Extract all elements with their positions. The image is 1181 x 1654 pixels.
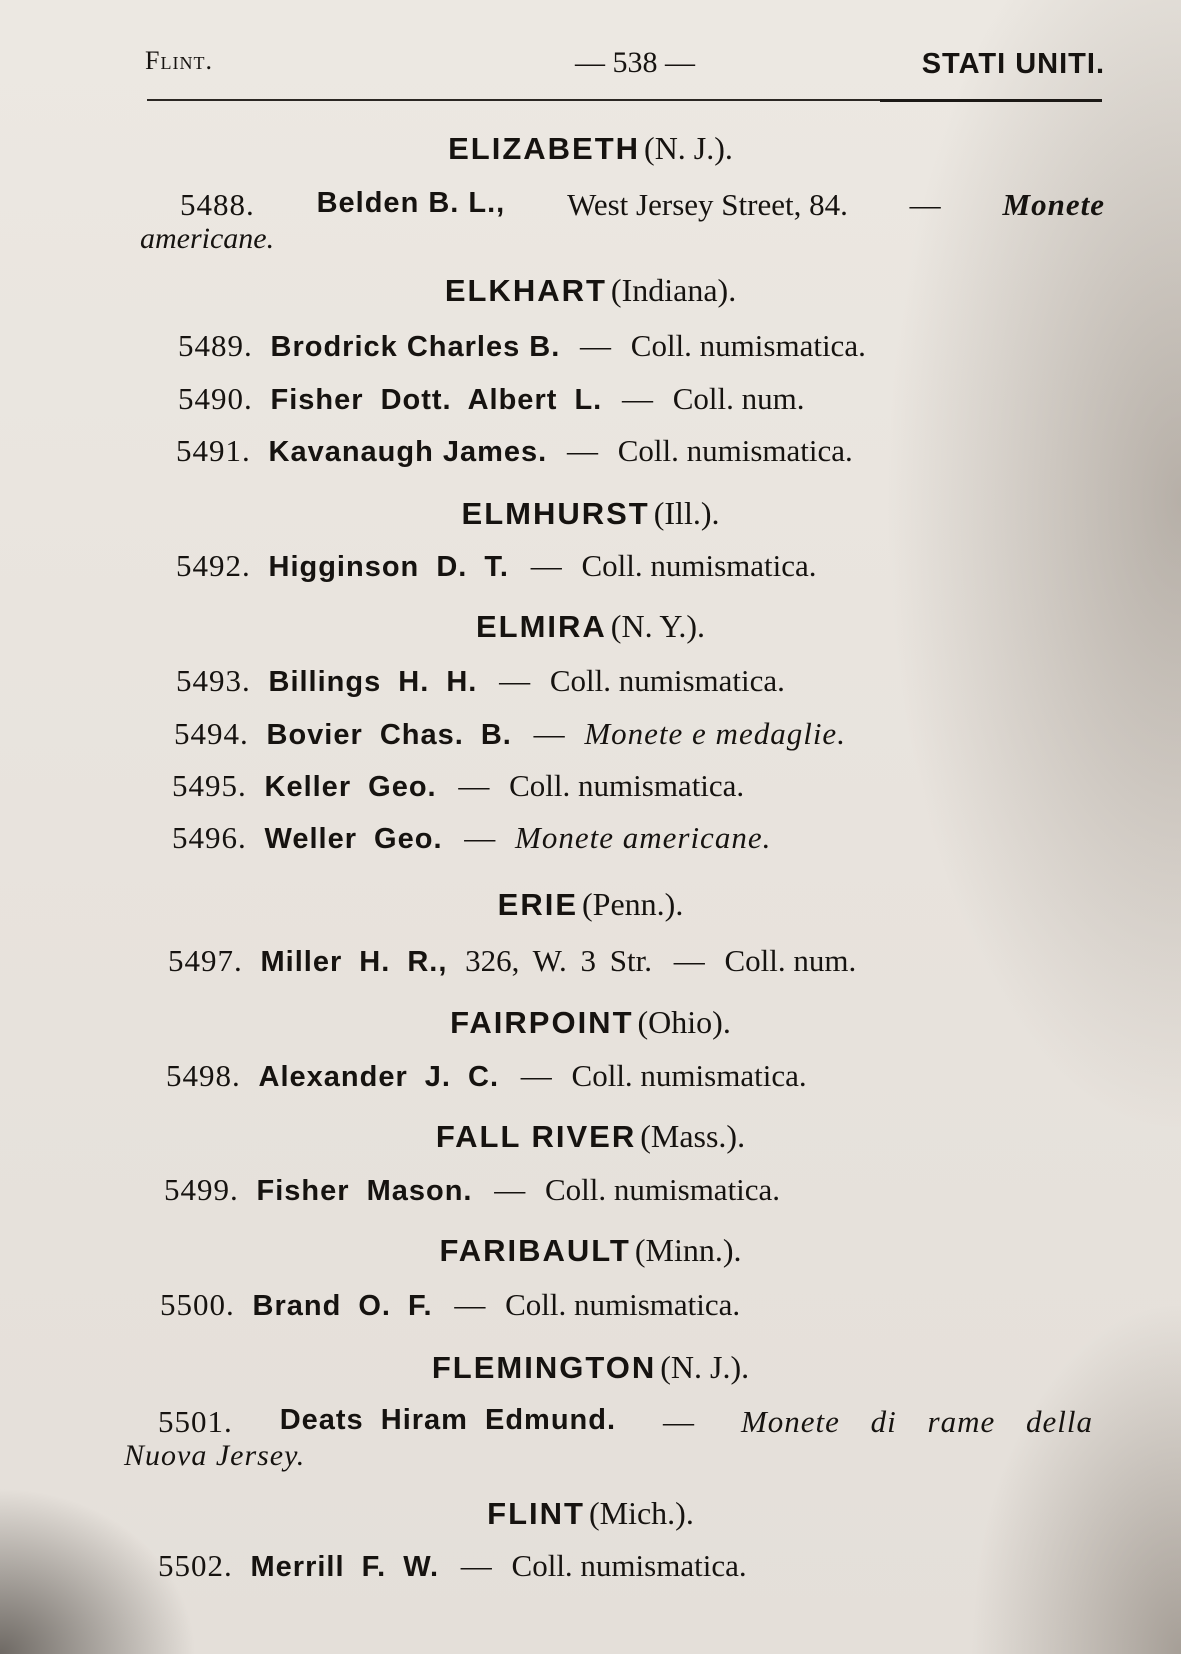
entry-name: Alexander J. C. (258, 1061, 500, 1093)
city-name: ELMIRA (475, 609, 607, 644)
entry-number: 5498. (166, 1058, 241, 1093)
city-name: ELMHURST (461, 496, 650, 531)
entry-description: Coll. num. (672, 381, 805, 416)
city-state: (Ohio). (637, 1004, 731, 1040)
directory-entry (166, 1058, 807, 1094)
entry-name: Fisher Mason. (256, 1175, 473, 1207)
city-state: (Ill.). (653, 495, 720, 531)
city-heading (0, 1349, 1181, 1386)
entry-description: Coll. numismatica. (571, 1058, 807, 1093)
entry-number: 5493. (176, 663, 251, 698)
directory-entry (176, 433, 853, 469)
city-state: (Mass.). (640, 1118, 746, 1154)
entry-separator: — (464, 820, 496, 855)
directory-entry (160, 1287, 740, 1323)
city-name: FAIRPOINT (450, 1005, 634, 1040)
directory-entry (168, 943, 856, 979)
entry-separator: — (673, 943, 705, 978)
city-name: ELKHART (444, 273, 607, 308)
running-head-right: STATI UNITI. (921, 48, 1105, 80)
entry-separator: — (621, 381, 653, 416)
city-heading (0, 130, 1181, 167)
entry-number: 5489. (178, 328, 253, 363)
entry-description: Coll. numismatica. (511, 1548, 747, 1583)
directory-entry (164, 1172, 780, 1208)
city-name: FALL RIVER (435, 1119, 637, 1154)
entry-name: Fisher Dott. Albert L. (270, 384, 603, 416)
city-state: (N. J.). (660, 1349, 750, 1385)
entry-separator: — (494, 1172, 526, 1207)
city-name: FARIBAULT (439, 1233, 631, 1268)
entry-separator: — (533, 716, 565, 751)
entry-separator: — (909, 187, 941, 222)
city-state: (Indiana). (610, 272, 737, 308)
entry-description: Coll. numismatica. (549, 663, 785, 698)
entry-description: Coll. numismatica. (509, 768, 745, 803)
page-header (145, 46, 1105, 96)
entry-address: West Jersey Street, 84. (567, 187, 848, 222)
entry-name: Deats Hiram Edmund. (279, 1404, 617, 1436)
city-heading (0, 1118, 1181, 1155)
entry-description: Monete e medaglie. (584, 716, 846, 751)
entry-separator: — (499, 663, 531, 698)
entry-name: Merrill F. W. (250, 1551, 440, 1583)
city-state: (N. Y.). (610, 608, 706, 644)
entry-number: 5494. (174, 716, 249, 751)
entry-separator: — (458, 768, 490, 803)
entry-description: Coll. numismatica. (545, 1172, 781, 1207)
entry-description-continued: americane. (140, 222, 275, 255)
entry-number: 5502. (158, 1548, 233, 1583)
entry-description-continued: Nuova Jersey. (124, 1439, 306, 1472)
entry-number: 5496. (172, 820, 247, 855)
directory-entry (172, 768, 744, 804)
entry-separator: — (460, 1548, 492, 1583)
directory-entry (180, 187, 1105, 223)
entry-name: Brand O. F. (252, 1290, 433, 1322)
directory-entry (158, 1548, 747, 1584)
entry-separator: — (530, 548, 562, 583)
entry-name: Kavanaugh James. (268, 436, 548, 468)
entry-number: 5500. (160, 1287, 235, 1322)
directory-entry (174, 716, 846, 752)
city-state: (N. J.). (644, 130, 733, 166)
city-heading (0, 272, 1181, 309)
entry-name: Higginson D. T. (268, 551, 509, 583)
entry-description: Coll. num. (724, 943, 857, 978)
entry-separator: — (520, 1058, 552, 1093)
city-heading (0, 608, 1181, 645)
city-state: (Minn.). (634, 1232, 742, 1268)
city-name: ERIE (497, 887, 579, 922)
entry-address: 326, W. 3 Str. (465, 943, 652, 978)
directory-entry (176, 548, 817, 584)
entry-number: 5492. (176, 548, 251, 583)
entry-description: Monete (1002, 187, 1105, 222)
entry-number: 5499. (164, 1172, 239, 1207)
entry-description: Monete di rame della (740, 1404, 1093, 1439)
entry-description: Coll. numismatica. (617, 433, 853, 468)
header-rule-accent (880, 99, 1102, 102)
entry-number: 5488. (180, 187, 255, 222)
entry-separator: — (566, 433, 598, 468)
entry-separator: — (663, 1404, 694, 1439)
city-name: FLINT (487, 1496, 585, 1531)
directory-entry (176, 663, 785, 699)
city-name: ELIZABETH (448, 131, 641, 166)
entry-separator: — (580, 328, 612, 363)
running-head-left: Flint. (145, 46, 213, 75)
entry-name: Brodrick Charles B. (270, 331, 561, 363)
city-heading (0, 1495, 1181, 1532)
entry-description: Monete americane. (515, 820, 772, 855)
entry-name: Weller Geo. (264, 823, 443, 855)
city-heading (0, 495, 1181, 532)
city-state: (Mich.). (588, 1495, 694, 1531)
entry-name: Belden B. L., (316, 187, 506, 219)
page-number: — 538 — (575, 46, 695, 79)
entry-description: Coll. numismatica. (630, 328, 866, 363)
entry-name: Bovier Chas. B. (266, 719, 512, 751)
entry-description: Coll. numismatica. (505, 1287, 741, 1322)
city-heading (0, 886, 1181, 923)
entry-number: 5490. (178, 381, 253, 416)
entry-description: Coll. numismatica. (581, 548, 817, 583)
city-heading (0, 1232, 1181, 1269)
entry-number: 5501. (158, 1404, 233, 1439)
directory-entry (158, 1404, 1093, 1440)
entry-name: Keller Geo. (264, 771, 437, 803)
entry-name: Miller H. R., (260, 946, 448, 978)
entry-number: 5495. (172, 768, 247, 803)
entry-name: Billings H. H. (268, 666, 478, 698)
city-heading (0, 1004, 1181, 1041)
entry-number: 5491. (176, 433, 251, 468)
entry-number: 5497. (168, 943, 243, 978)
city-name: FLEMINGTON (431, 1350, 657, 1385)
directory-entry (178, 328, 866, 364)
directory-entry (178, 381, 804, 417)
city-state: (Penn.). (582, 886, 684, 922)
directory-entry (172, 820, 771, 856)
entry-separator: — (454, 1287, 486, 1322)
